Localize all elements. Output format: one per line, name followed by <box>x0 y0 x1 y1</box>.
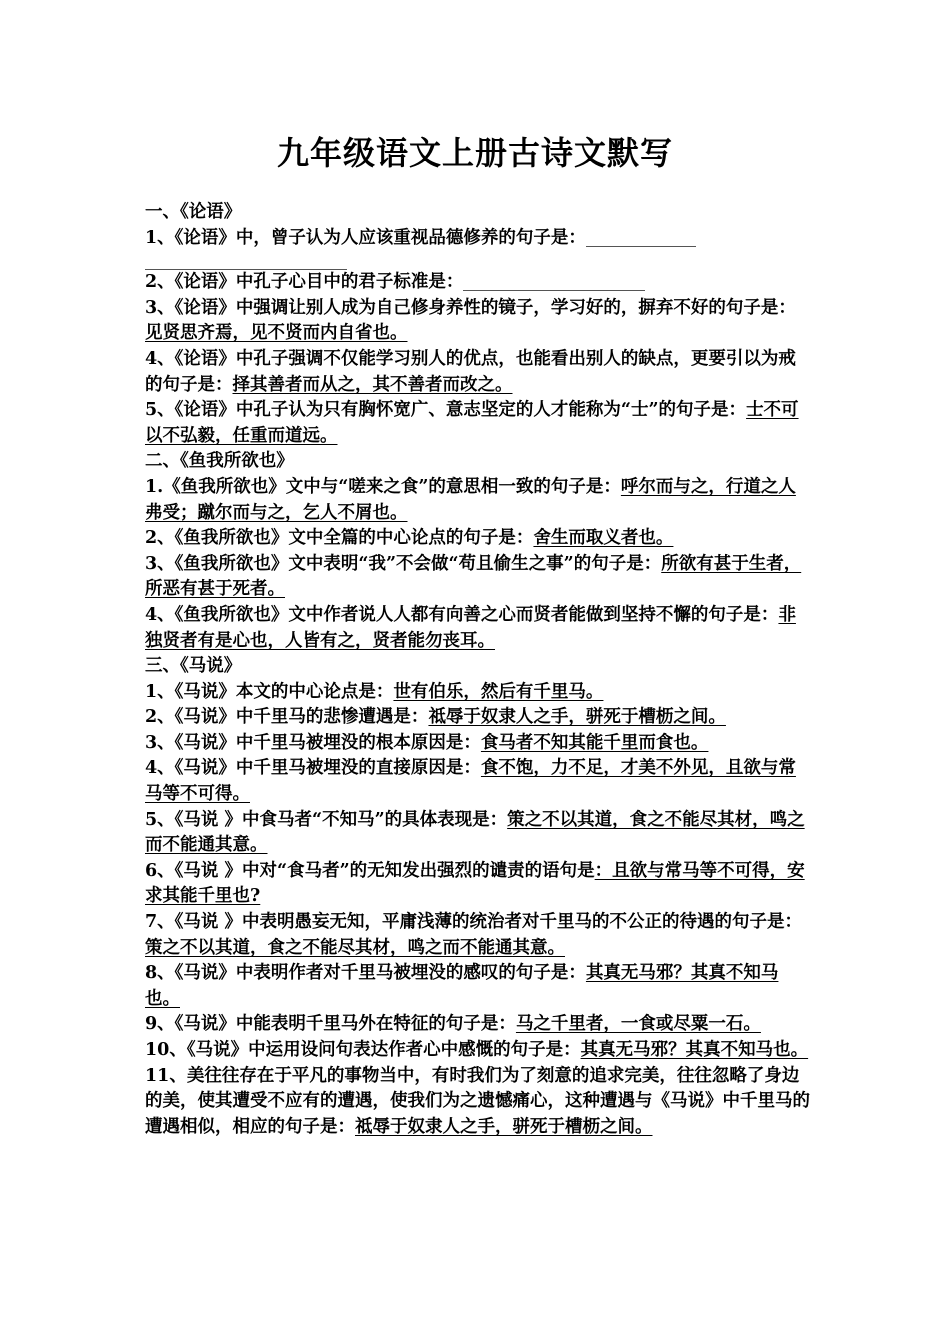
answer-text: 世有伯乐，然后有千里马。 <box>393 681 604 702</box>
question-prompt: 8、《马说》中表明作者对千里马被埋没的感叹的句子是： <box>145 963 586 984</box>
question-item <box>145 552 810 603</box>
section-heading: 三、《马说》 <box>145 656 242 677</box>
answer-text: 其真无马邪？其真不知马也。 <box>580 1040 809 1060</box>
answer-blank <box>586 228 696 247</box>
question-item <box>145 270 810 296</box>
question-prompt: 2、《论语》中孔子心目中的君子标准是： <box>145 272 464 293</box>
answer-text: ：且欲与常马等不可得，安求其能千里也? <box>145 860 805 907</box>
question-prompt: 1.《鱼我所欲也》文中与“嗟来之食”的意思相一致的句子是： <box>145 476 621 497</box>
answer-text: 非独贤者有是心也，人皆有之，贤者能勿丧耳。 <box>145 604 796 651</box>
question-item <box>145 296 810 347</box>
document-body <box>145 200 810 1140</box>
question-prompt: 2、《鱼我所欲也》文中全篇的中心论点的句子是： <box>145 528 534 549</box>
answer-text: 祗辱于奴隶人之手，骈死于槽枥之间。 <box>355 1116 653 1137</box>
answer-text: 策之不以其道，食之不能尽其材，鸣之而不能通其意。 <box>145 809 805 856</box>
question-item <box>145 808 810 859</box>
question-item <box>145 1064 810 1141</box>
answer-text: 士不可以不弘毅，任重而道远。 <box>145 400 799 446</box>
question-item <box>145 756 810 807</box>
question-item <box>145 680 810 706</box>
answer-text: 呼尔而与之，行道之人弗受；蹴尔而与之，乞人不屑也。 <box>145 476 796 523</box>
question-item <box>145 1012 810 1038</box>
section-heading: 一、《论语》 <box>145 202 242 222</box>
answer-text: 择其善者而从之，其不善者而改之。 <box>232 374 513 395</box>
question-item <box>145 910 810 961</box>
question-item <box>145 705 810 731</box>
question-prompt: 5、《论语》中孔子认为只有胸怀宽广、意志坚定的人才能称为“士”的句子是： <box>145 400 747 421</box>
question-prompt: 4、《鱼我所欲也》文中作者说人人都有向善之心而贤者能做到坚持不懈的句子是： <box>145 604 779 625</box>
question-prompt: 4、《马说》中千里马被埋没的直接原因是： <box>145 758 481 779</box>
answer-text: 食不饱，力不足，才美不外见，且欲与常马等不可得。 <box>145 758 796 805</box>
question-prompt: 1、《马说》本文的中心论点是： <box>145 681 394 702</box>
question-item <box>145 475 810 526</box>
question-prompt: 3、《鱼我所欲也》文中表明“我”不会做“苟且偷生之事”的句子是： <box>145 553 662 574</box>
question-prompt: 11、美往往存在于平凡的事物当中，有时我们为了刻意的追求完美，往往忽略了身边的美，使其遭受不应有的遭遇，使我们为之遗憾痛心，这种遭遇与《马说》中千里马的遭遇相似，相应的句子是： <box>145 1065 810 1137</box>
answer-text: 其真无马邪？其真不知马也。 <box>145 963 779 1009</box>
question-prompt: 1、《论语》中，曾子认为人应该重视品德修养的句子是： <box>145 227 586 248</box>
question-prompt: 3、《马说》中千里马被埋没的根本原因是： <box>145 732 481 753</box>
answer-text: 策之不以其道，食之不能尽其材，鸣之而不能通其意。 <box>145 937 565 958</box>
answer-text: 马之千里者，一食或尽粟一石。 <box>515 1014 761 1035</box>
page-title: 九年级语文上册古诗文默写 <box>276 134 673 172</box>
question-prompt: 4、《论语》中孔子强调不仅能学习别人的优点，也能看出别人的缺点，更要引以为戒的句子是： <box>145 348 796 395</box>
question-item <box>145 603 810 654</box>
answer-text: 舍生而取义者也。 <box>533 528 674 549</box>
answer-blank <box>463 272 645 291</box>
question-item <box>145 526 810 552</box>
question-item <box>145 859 810 910</box>
section-heading: 二、《鱼我所欲也》 <box>145 451 294 472</box>
question-prompt: 10、《马说》中运用设问句表达作者心中感慨的句子是： <box>145 1040 581 1060</box>
question-prompt: 7、《马说 》中表明愚妄无知，平庸浅薄的统治者对千里马的不公正的待遇的句子是： <box>145 912 803 933</box>
question-item <box>145 961 810 1012</box>
answer-text: 食马者不知其能千里而食也。 <box>480 732 709 753</box>
question-item <box>145 1038 810 1064</box>
question-prompt: 5、《马说 》中食马者“不知马”的具体表现是： <box>145 809 508 830</box>
answer-text: 见贤思齐焉，见不贤而内自省也。 <box>145 323 408 344</box>
question-item <box>145 398 810 449</box>
question-prompt: 9、《马说》中能表明千里马外在特征的句子是： <box>145 1014 516 1035</box>
answer-blank <box>145 251 347 270</box>
question-item <box>145 226 810 252</box>
answer-text: 祗辱于奴隶人之手，骈死于槽枥之间。 <box>428 707 726 728</box>
question-item <box>145 731 810 757</box>
question-item <box>145 347 810 398</box>
question-prompt: 6、《马说 》中对“食马者”的无知发出强烈的谴责的语句是 <box>145 860 595 881</box>
question-prompt: 3、《论语》中强调让别人成为自己修身养性的镜子，学习好的，摒弃不好的句子是： <box>145 297 796 318</box>
answer-text: 所欲有甚于生者，所恶有甚于死者。 <box>145 553 802 600</box>
question-prompt: 2、《马说》中千里马的悲惨遭遇是： <box>145 707 429 728</box>
